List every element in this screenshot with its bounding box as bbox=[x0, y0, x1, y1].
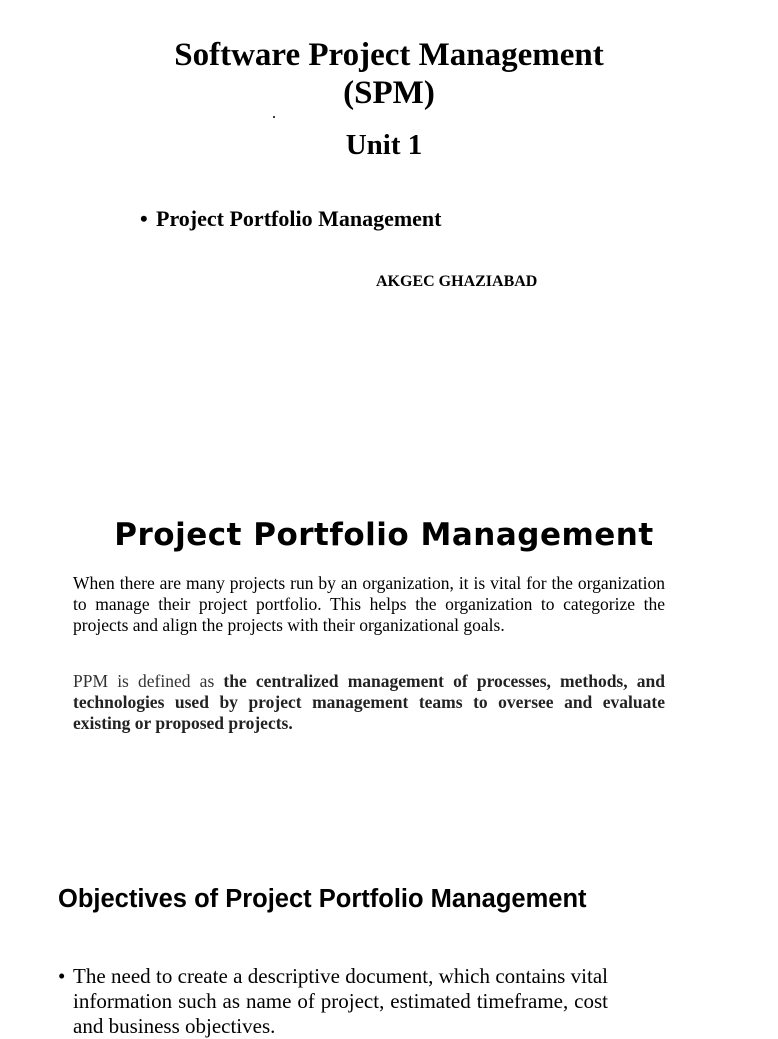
topic-bullet bbox=[140, 204, 441, 234]
presentation-title-line2: (SPM) bbox=[343, 75, 435, 111]
stray-dot bbox=[273, 116, 275, 118]
intro-paragraph: When there are many projects run by an organization, it is vital for the organization to manage their project portfolio. This helps the organization to categorize the projects and align the projects with their organizational goals. bbox=[73, 573, 665, 635]
bullet-icon: • bbox=[58, 964, 66, 988]
objective-text: The need to create a descriptive document, which contains vital information such as name of project, estimated timeframe, cost and business objectives. bbox=[73, 964, 608, 1038]
definition-lead: PPM is defined as bbox=[73, 671, 224, 691]
definition-paragraph bbox=[73, 671, 665, 734]
presentation-title bbox=[0, 36, 778, 112]
slide-objectives bbox=[0, 860, 768, 1038]
college-name: AKGEC GHAZIABAD bbox=[376, 273, 538, 290]
definition-bold: the centralized management of processes, methods, and technologies used by project management teams to oversee and evaluate existing or proposed projects. bbox=[73, 671, 665, 733]
objective-item bbox=[58, 964, 608, 1039]
unit-heading: Unit 1 bbox=[345, 129, 423, 161]
slide-title bbox=[0, 0, 768, 480]
objectives-title: Objectives of Project Portfolio Management bbox=[58, 885, 587, 913]
section-title: Project Portfolio Management bbox=[114, 517, 654, 553]
topic-bullet-label: Project Portfolio Management bbox=[156, 206, 442, 231]
presentation-title-line1: Software Project Management bbox=[174, 37, 604, 73]
slide-ppm-definition bbox=[0, 500, 768, 820]
bullet-icon: • bbox=[140, 206, 148, 231]
